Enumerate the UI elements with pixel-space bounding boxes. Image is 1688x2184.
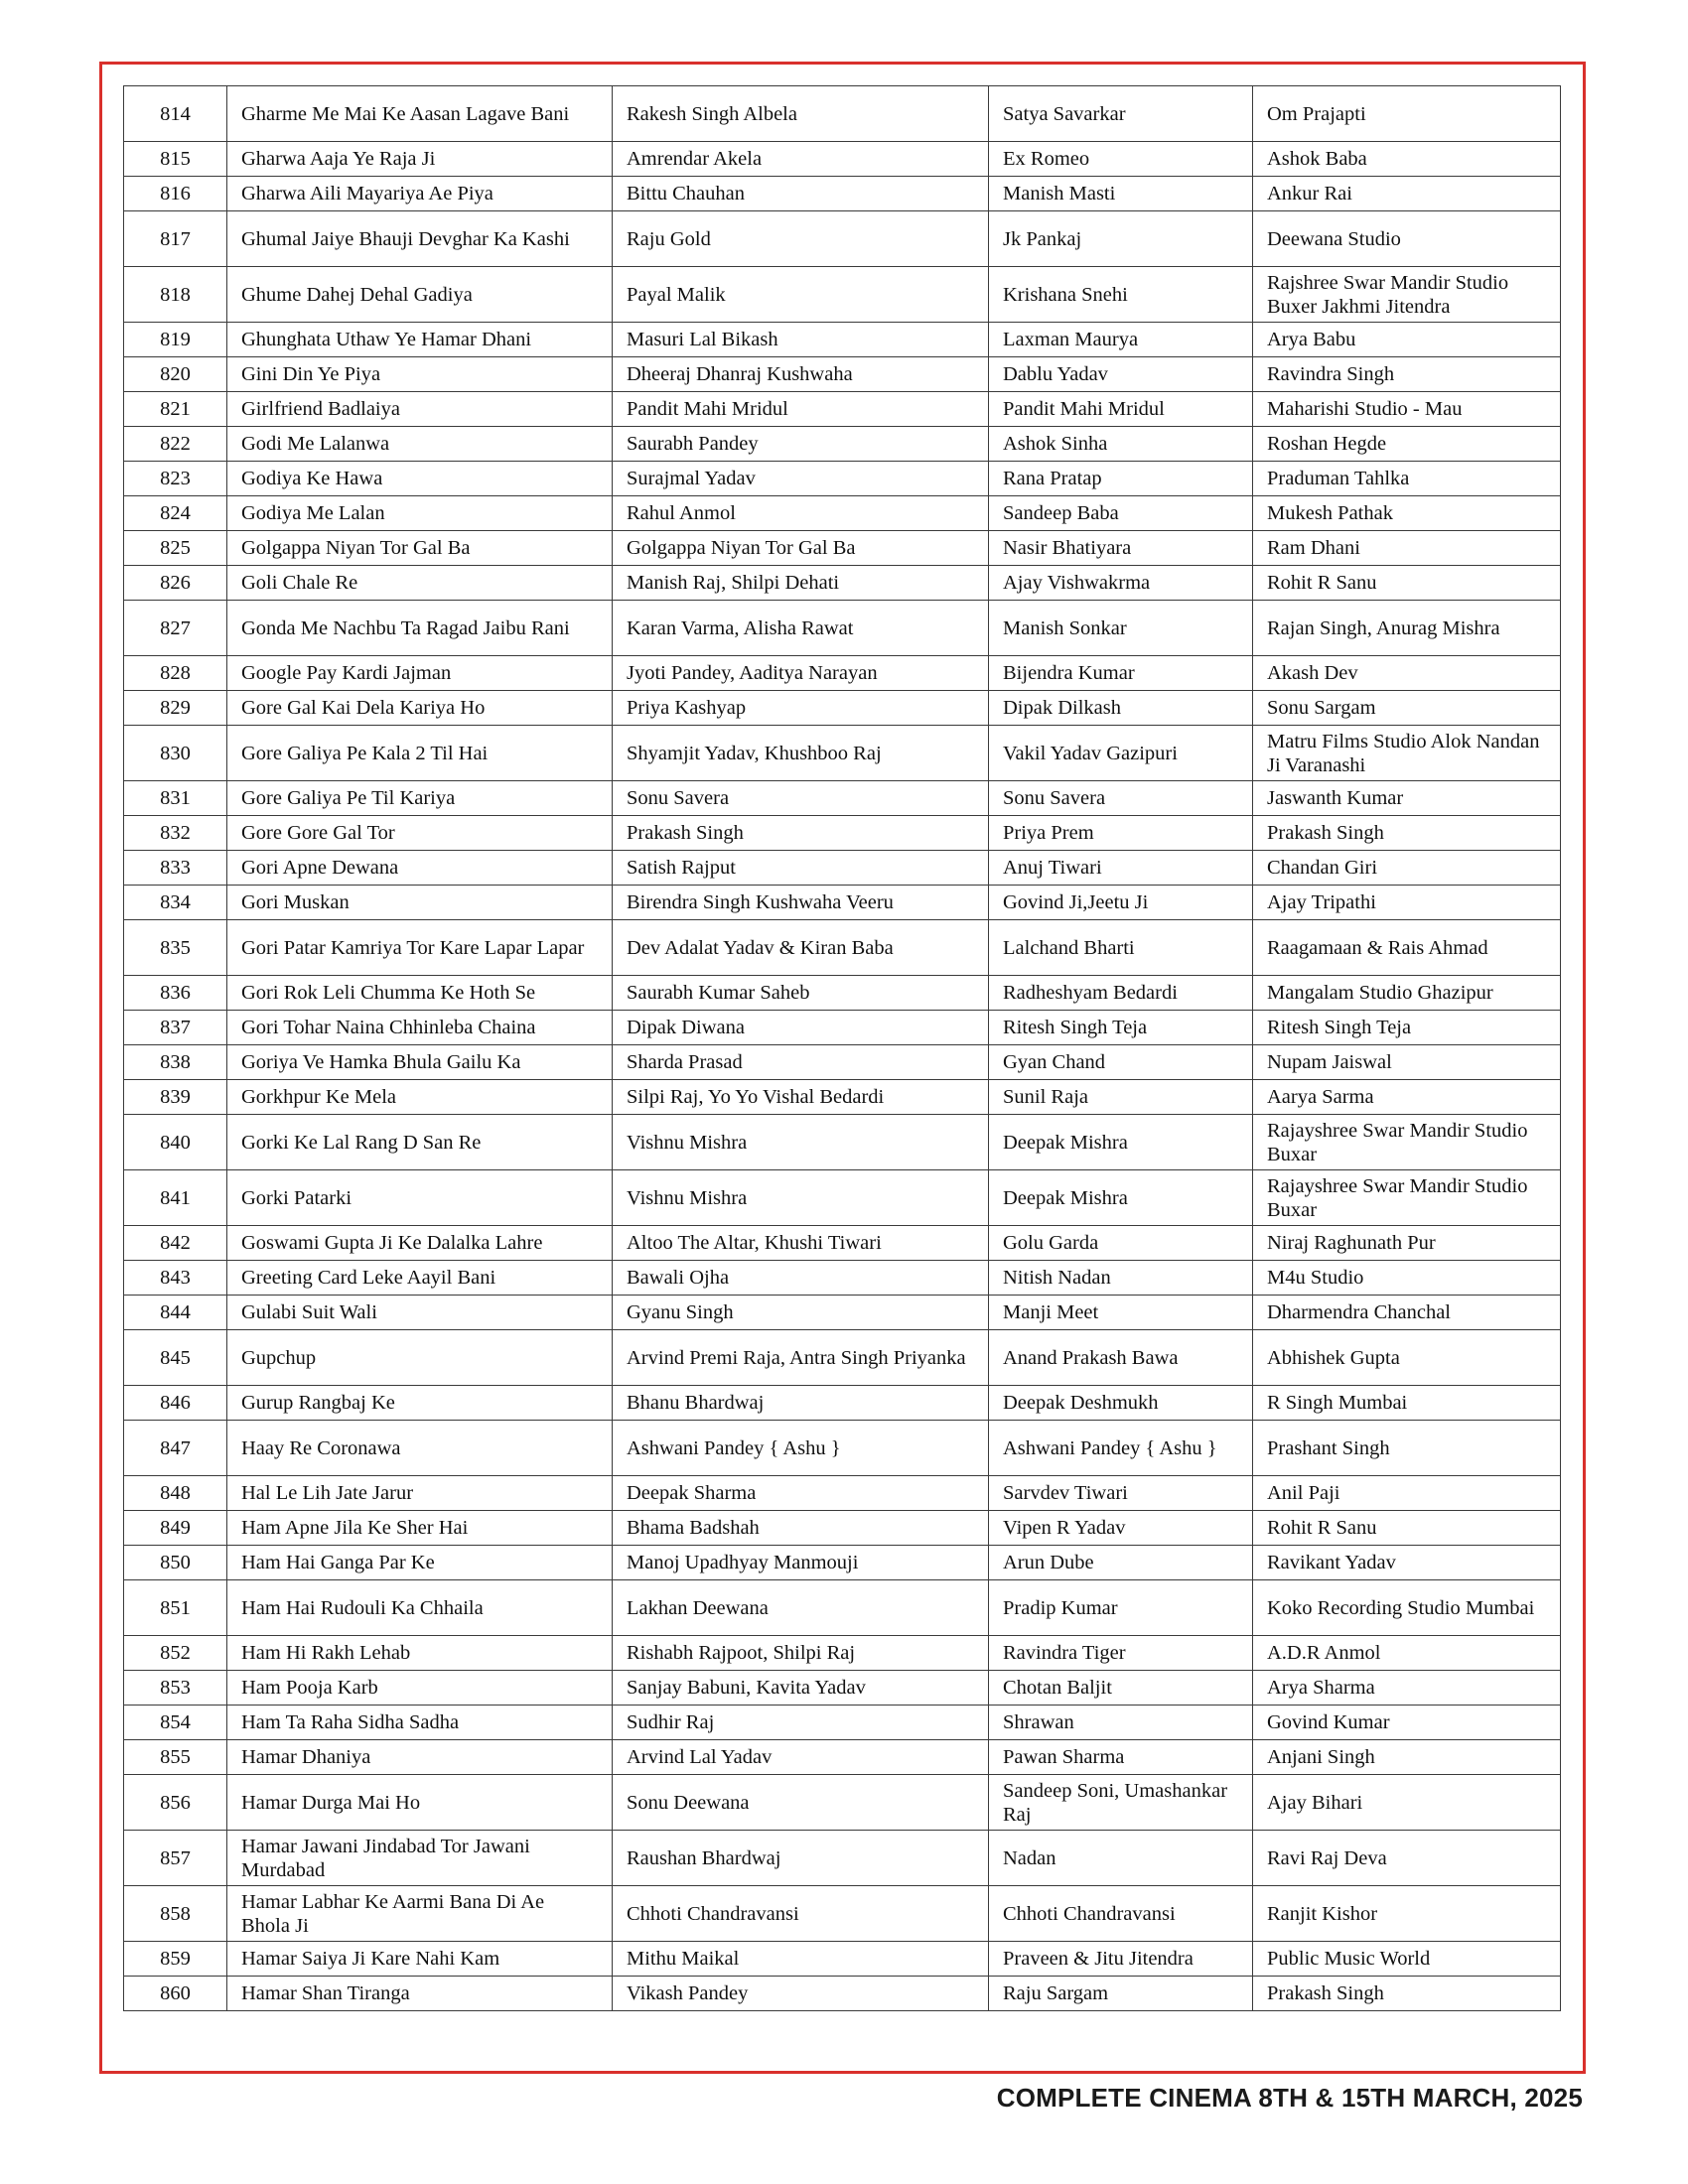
serial-number-cell: 814 bbox=[124, 86, 227, 142]
singer-cell: Shyamjit Yadav, Khushboo Raj bbox=[613, 726, 989, 781]
table-row bbox=[124, 267, 1561, 323]
table-row bbox=[124, 1942, 1561, 1977]
serial-number-cell: 849 bbox=[124, 1511, 227, 1546]
song-title-cell: Haay Re Coronawa bbox=[227, 1421, 613, 1476]
song-title-cell: Gorki Patarki bbox=[227, 1170, 613, 1226]
serial-number-cell: 822 bbox=[124, 427, 227, 462]
serial-number-cell: 838 bbox=[124, 1045, 227, 1080]
singer-cell: Jyoti Pandey, Aaditya Narayan bbox=[613, 656, 989, 691]
music-director-cell: Jaswanth Kumar bbox=[1253, 781, 1561, 816]
serial-number-cell: 854 bbox=[124, 1706, 227, 1740]
table-row bbox=[124, 1511, 1561, 1546]
singer-cell: Raju Gold bbox=[613, 211, 989, 267]
serial-number-cell: 827 bbox=[124, 601, 227, 656]
serial-number-cell: 825 bbox=[124, 531, 227, 566]
song-title-cell: Greeting Card Leke Aayil Bani bbox=[227, 1261, 613, 1296]
song-title-cell: Gurup Rangbaj Ke bbox=[227, 1386, 613, 1421]
music-director-cell: Chandan Giri bbox=[1253, 851, 1561, 886]
music-director-cell: Om Prajapti bbox=[1253, 86, 1561, 142]
table-row bbox=[124, 1421, 1561, 1476]
serial-number-cell: 844 bbox=[124, 1296, 227, 1330]
serial-number-cell: 821 bbox=[124, 392, 227, 427]
singer-cell: Golgappa Niyan Tor Gal Ba bbox=[613, 531, 989, 566]
song-title-cell: Gori Patar Kamriya Tor Kare Lapar Lapar bbox=[227, 920, 613, 976]
singer-cell: Arvind Lal Yadav bbox=[613, 1740, 989, 1775]
lyricist-cell: Nitish Nadan bbox=[989, 1261, 1253, 1296]
lyricist-cell: Ajay Vishwakrma bbox=[989, 566, 1253, 601]
music-director-cell: Niraj Raghunath Pur bbox=[1253, 1226, 1561, 1261]
singer-cell: Sharda Prasad bbox=[613, 1045, 989, 1080]
table-row bbox=[124, 86, 1561, 142]
table-row bbox=[124, 1740, 1561, 1775]
table-row bbox=[124, 1226, 1561, 1261]
table-row bbox=[124, 1330, 1561, 1386]
song-title-cell: Gorki Ke Lal Rang D San Re bbox=[227, 1115, 613, 1170]
song-title-cell: Godiya Me Lalan bbox=[227, 496, 613, 531]
serial-number-cell: 818 bbox=[124, 267, 227, 323]
music-director-cell: Praduman Tahlka bbox=[1253, 462, 1561, 496]
singer-cell: Vikash Pandey bbox=[613, 1977, 989, 2011]
table-row bbox=[124, 357, 1561, 392]
singer-cell: Masuri Lal Bikash bbox=[613, 323, 989, 357]
serial-number-cell: 832 bbox=[124, 816, 227, 851]
music-director-cell: Akash Dev bbox=[1253, 656, 1561, 691]
serial-number-cell: 837 bbox=[124, 1011, 227, 1045]
table-row bbox=[124, 531, 1561, 566]
table-row bbox=[124, 656, 1561, 691]
song-title-cell: Ham Apne Jila Ke Sher Hai bbox=[227, 1511, 613, 1546]
lyricist-cell: Deepak Mishra bbox=[989, 1115, 1253, 1170]
singer-cell: Dheeraj Dhanraj Kushwaha bbox=[613, 357, 989, 392]
singer-cell: Rakesh Singh Albela bbox=[613, 86, 989, 142]
table-row bbox=[124, 1706, 1561, 1740]
song-title-cell: Gori Muskan bbox=[227, 886, 613, 920]
table-row bbox=[124, 1580, 1561, 1636]
song-title-cell: Hamar Jawani Jindabad Tor Jawani Murdabad bbox=[227, 1831, 613, 1886]
serial-number-cell: 820 bbox=[124, 357, 227, 392]
music-director-cell: R Singh Mumbai bbox=[1253, 1386, 1561, 1421]
singer-cell: Silpi Raj, Yo Yo Vishal Bedardi bbox=[613, 1080, 989, 1115]
serial-number-cell: 860 bbox=[124, 1977, 227, 2011]
lyricist-cell: Praveen & Jitu Jitendra bbox=[989, 1942, 1253, 1977]
serial-number-cell: 819 bbox=[124, 323, 227, 357]
lyricist-cell: Arun Dube bbox=[989, 1546, 1253, 1580]
serial-number-cell: 856 bbox=[124, 1775, 227, 1831]
lyricist-cell: Golu Garda bbox=[989, 1226, 1253, 1261]
music-director-cell: Abhishek Gupta bbox=[1253, 1330, 1561, 1386]
singer-cell: Ashwani Pandey { Ashu } bbox=[613, 1421, 989, 1476]
table-row bbox=[124, 392, 1561, 427]
music-director-cell: Ram Dhani bbox=[1253, 531, 1561, 566]
song-title-cell: Godiya Ke Hawa bbox=[227, 462, 613, 496]
lyricist-cell: Nasir Bhatiyara bbox=[989, 531, 1253, 566]
table-row bbox=[124, 1296, 1561, 1330]
song-title-cell: Godi Me Lalanwa bbox=[227, 427, 613, 462]
song-title-cell: Gori Rok Leli Chumma Ke Hoth Se bbox=[227, 976, 613, 1011]
singer-cell: Deepak Sharma bbox=[613, 1476, 989, 1511]
lyricist-cell: Anuj Tiwari bbox=[989, 851, 1253, 886]
lyricist-cell: Nadan bbox=[989, 1831, 1253, 1886]
singer-cell: Lakhan Deewana bbox=[613, 1580, 989, 1636]
song-title-cell: Gore Gal Kai Dela Kariya Ho bbox=[227, 691, 613, 726]
music-director-cell: Arya Babu bbox=[1253, 323, 1561, 357]
song-title-cell: Gulabi Suit Wali bbox=[227, 1296, 613, 1330]
table-row bbox=[124, 1775, 1561, 1831]
singer-cell: Chhoti Chandravansi bbox=[613, 1886, 989, 1942]
music-director-cell: M4u Studio bbox=[1253, 1261, 1561, 1296]
music-director-cell: A.D.R Anmol bbox=[1253, 1636, 1561, 1671]
singer-cell: Altoo The Altar, Khushi Tiwari bbox=[613, 1226, 989, 1261]
singer-cell: Karan Varma, Alisha Rawat bbox=[613, 601, 989, 656]
song-title-cell: Gupchup bbox=[227, 1330, 613, 1386]
music-director-cell: Sonu Sargam bbox=[1253, 691, 1561, 726]
lyricist-cell: Ashok Sinha bbox=[989, 427, 1253, 462]
music-director-cell: Ravi Raj Deva bbox=[1253, 1831, 1561, 1886]
serial-number-cell: 834 bbox=[124, 886, 227, 920]
table-row bbox=[124, 851, 1561, 886]
serial-number-cell: 851 bbox=[124, 1580, 227, 1636]
lyricist-cell: Chotan Baljit bbox=[989, 1671, 1253, 1706]
song-title-cell: Hamar Shan Tiranga bbox=[227, 1977, 613, 2011]
song-title-cell: Gore Galiya Pe Til Kariya bbox=[227, 781, 613, 816]
table-row bbox=[124, 1831, 1561, 1886]
serial-number-cell: 833 bbox=[124, 851, 227, 886]
song-title-cell: Gore Gore Gal Tor bbox=[227, 816, 613, 851]
song-title-cell: Ghunghata Uthaw Ye Hamar Dhani bbox=[227, 323, 613, 357]
song-table bbox=[123, 85, 1561, 2011]
music-director-cell: Aarya Sarma bbox=[1253, 1080, 1561, 1115]
table-row bbox=[124, 816, 1561, 851]
music-director-cell: Ajay Bihari bbox=[1253, 1775, 1561, 1831]
singer-cell: Sanjay Babuni, Kavita Yadav bbox=[613, 1671, 989, 1706]
lyricist-cell: Chhoti Chandravansi bbox=[989, 1886, 1253, 1942]
music-director-cell: Koko Recording Studio Mumbai bbox=[1253, 1580, 1561, 1636]
table-row bbox=[124, 691, 1561, 726]
music-director-cell: Ajay Tripathi bbox=[1253, 886, 1561, 920]
table-row bbox=[124, 1671, 1561, 1706]
song-title-cell: Ham Pooja Karb bbox=[227, 1671, 613, 1706]
lyricist-cell: Sunil Raja bbox=[989, 1080, 1253, 1115]
song-title-cell: Hamar Durga Mai Ho bbox=[227, 1775, 613, 1831]
table-row bbox=[124, 601, 1561, 656]
lyricist-cell: Raju Sargam bbox=[989, 1977, 1253, 2011]
music-director-cell: Rajayshree Swar Mandir Studio Buxar bbox=[1253, 1115, 1561, 1170]
music-director-cell: Anjani Singh bbox=[1253, 1740, 1561, 1775]
song-title-cell: Girlfriend Badlaiya bbox=[227, 392, 613, 427]
lyricist-cell: Bijendra Kumar bbox=[989, 656, 1253, 691]
table-row bbox=[124, 211, 1561, 267]
lyricist-cell: Priya Prem bbox=[989, 816, 1253, 851]
table-row bbox=[124, 142, 1561, 177]
serial-number-cell: 823 bbox=[124, 462, 227, 496]
table-row bbox=[124, 781, 1561, 816]
song-title-cell: Goswami Gupta Ji Ke Dalalka Lahre bbox=[227, 1226, 613, 1261]
lyricist-cell: Laxman Maurya bbox=[989, 323, 1253, 357]
singer-cell: Vishnu Mishra bbox=[613, 1170, 989, 1226]
lyricist-cell: Pawan Sharma bbox=[989, 1740, 1253, 1775]
lyricist-cell: Satya Savarkar bbox=[989, 86, 1253, 142]
table-row bbox=[124, 1115, 1561, 1170]
table-row bbox=[124, 427, 1561, 462]
song-title-cell: Ham Hai Ganga Par Ke bbox=[227, 1546, 613, 1580]
song-title-cell: Gharme Me Mai Ke Aasan Lagave Bani bbox=[227, 86, 613, 142]
lyricist-cell: Pradip Kumar bbox=[989, 1580, 1253, 1636]
serial-number-cell: 855 bbox=[124, 1740, 227, 1775]
table-row bbox=[124, 1011, 1561, 1045]
lyricist-cell: Dipak Dilkash bbox=[989, 691, 1253, 726]
lyricist-cell: Govind Ji,Jeetu Ji bbox=[989, 886, 1253, 920]
lyricist-cell: Deepak Mishra bbox=[989, 1170, 1253, 1226]
lyricist-cell: Sarvdev Tiwari bbox=[989, 1476, 1253, 1511]
lyricist-cell: Dablu Yadav bbox=[989, 357, 1253, 392]
serial-number-cell: 835 bbox=[124, 920, 227, 976]
serial-number-cell: 816 bbox=[124, 177, 227, 211]
song-title-cell: Gini Din Ye Piya bbox=[227, 357, 613, 392]
singer-cell: Bittu Chauhan bbox=[613, 177, 989, 211]
serial-number-cell: 857 bbox=[124, 1831, 227, 1886]
singer-cell: Satish Rajput bbox=[613, 851, 989, 886]
song-title-cell: Hamar Saiya Ji Kare Nahi Kam bbox=[227, 1942, 613, 1977]
lyricist-cell: Anand Prakash Bawa bbox=[989, 1330, 1253, 1386]
song-title-cell: Ham Hai Rudouli Ka Chhaila bbox=[227, 1580, 613, 1636]
table-row bbox=[124, 566, 1561, 601]
singer-cell: Dipak Diwana bbox=[613, 1011, 989, 1045]
song-title-cell: Hal Le Lih Jate Jarur bbox=[227, 1476, 613, 1511]
serial-number-cell: 841 bbox=[124, 1170, 227, 1226]
table-row bbox=[124, 1170, 1561, 1226]
lyricist-cell: Vakil Yadav Gazipuri bbox=[989, 726, 1253, 781]
serial-number-cell: 845 bbox=[124, 1330, 227, 1386]
singer-cell: Bhanu Bhardwaj bbox=[613, 1386, 989, 1421]
music-director-cell: Dharmendra Chanchal bbox=[1253, 1296, 1561, 1330]
table-row bbox=[124, 1636, 1561, 1671]
serial-number-cell: 829 bbox=[124, 691, 227, 726]
table-row bbox=[124, 1386, 1561, 1421]
music-director-cell: Rajshree Swar Mandir Studio Buxer Jakhmi Jitendra bbox=[1253, 267, 1561, 323]
music-director-cell: Public Music World bbox=[1253, 1942, 1561, 1977]
music-director-cell: Mukesh Pathak bbox=[1253, 496, 1561, 531]
music-director-cell: Ravindra Singh bbox=[1253, 357, 1561, 392]
song-title-cell: Gore Galiya Pe Kala 2 Til Hai bbox=[227, 726, 613, 781]
singer-cell: Pandit Mahi Mridul bbox=[613, 392, 989, 427]
singer-cell: Surajmal Yadav bbox=[613, 462, 989, 496]
table-row bbox=[124, 976, 1561, 1011]
song-title-cell: Ghume Dahej Dehal Gadiya bbox=[227, 267, 613, 323]
singer-cell: Amrendar Akela bbox=[613, 142, 989, 177]
table-row bbox=[124, 177, 1561, 211]
lyricist-cell: Lalchand Bharti bbox=[989, 920, 1253, 976]
table-row bbox=[124, 886, 1561, 920]
singer-cell: Manoj Upadhyay Manmouji bbox=[613, 1546, 989, 1580]
song-title-cell: Ham Hi Rakh Lehab bbox=[227, 1636, 613, 1671]
song-title-cell: Ham Ta Raha Sidha Sadha bbox=[227, 1706, 613, 1740]
serial-number-cell: 850 bbox=[124, 1546, 227, 1580]
serial-number-cell: 846 bbox=[124, 1386, 227, 1421]
music-director-cell: Prakash Singh bbox=[1253, 1977, 1561, 2011]
song-table-body bbox=[124, 86, 1561, 2011]
serial-number-cell: 826 bbox=[124, 566, 227, 601]
singer-cell: Bawali Ojha bbox=[613, 1261, 989, 1296]
lyricist-cell: Ex Romeo bbox=[989, 142, 1253, 177]
song-title-cell: Gori Tohar Naina Chhinleba Chaina bbox=[227, 1011, 613, 1045]
music-director-cell: Ranjit Kishor bbox=[1253, 1886, 1561, 1942]
lyricist-cell: Ashwani Pandey { Ashu } bbox=[989, 1421, 1253, 1476]
singer-cell: Raushan Bhardwaj bbox=[613, 1831, 989, 1886]
song-title-cell: Golgappa Niyan Tor Gal Ba bbox=[227, 531, 613, 566]
singer-cell: Saurabh Kumar Saheb bbox=[613, 976, 989, 1011]
table-row bbox=[124, 1045, 1561, 1080]
lyricist-cell: Ritesh Singh Teja bbox=[989, 1011, 1253, 1045]
lyricist-cell: Rana Pratap bbox=[989, 462, 1253, 496]
table-row bbox=[124, 496, 1561, 531]
lyricist-cell: Deepak Deshmukh bbox=[989, 1386, 1253, 1421]
song-title-cell: Gharwa Aili Mayariya Ae Piya bbox=[227, 177, 613, 211]
serial-number-cell: 824 bbox=[124, 496, 227, 531]
singer-cell: Payal Malik bbox=[613, 267, 989, 323]
music-director-cell: Matru Films Studio Alok Nandan Ji Varanashi bbox=[1253, 726, 1561, 781]
table-row bbox=[124, 323, 1561, 357]
singer-cell: Dev Adalat Yadav & Kiran Baba bbox=[613, 920, 989, 976]
lyricist-cell: Sandeep Baba bbox=[989, 496, 1253, 531]
singer-cell: Arvind Premi Raja, Antra Singh Priyanka bbox=[613, 1330, 989, 1386]
song-title-cell: Gharwa Aaja Ye Raja Ji bbox=[227, 142, 613, 177]
serial-number-cell: 842 bbox=[124, 1226, 227, 1261]
lyricist-cell: Gyan Chand bbox=[989, 1045, 1253, 1080]
table-row bbox=[124, 1080, 1561, 1115]
singer-cell: Prakash Singh bbox=[613, 816, 989, 851]
music-director-cell: Anil Paji bbox=[1253, 1476, 1561, 1511]
serial-number-cell: 840 bbox=[124, 1115, 227, 1170]
table-row bbox=[124, 726, 1561, 781]
singer-cell: Bhama Badshah bbox=[613, 1511, 989, 1546]
song-title-cell: Hamar Dhaniya bbox=[227, 1740, 613, 1775]
serial-number-cell: 843 bbox=[124, 1261, 227, 1296]
music-director-cell: Roshan Hegde bbox=[1253, 427, 1561, 462]
singer-cell: Rishabh Rajpoot, Shilpi Raj bbox=[613, 1636, 989, 1671]
serial-number-cell: 858 bbox=[124, 1886, 227, 1942]
serial-number-cell: 836 bbox=[124, 976, 227, 1011]
serial-number-cell: 847 bbox=[124, 1421, 227, 1476]
lyricist-cell: Manish Sonkar bbox=[989, 601, 1253, 656]
music-director-cell: Rohit R Sanu bbox=[1253, 1511, 1561, 1546]
music-director-cell: Ankur Rai bbox=[1253, 177, 1561, 211]
table-row bbox=[124, 1261, 1561, 1296]
serial-number-cell: 859 bbox=[124, 1942, 227, 1977]
singer-cell: Sudhir Raj bbox=[613, 1706, 989, 1740]
singer-cell: Birendra Singh Kushwaha Veeru bbox=[613, 886, 989, 920]
music-director-cell: Ritesh Singh Teja bbox=[1253, 1011, 1561, 1045]
lyricist-cell: Jk Pankaj bbox=[989, 211, 1253, 267]
singer-cell: Saurabh Pandey bbox=[613, 427, 989, 462]
table-row bbox=[124, 1476, 1561, 1511]
song-title-cell: Goriya Ve Hamka Bhula Gailu Ka bbox=[227, 1045, 613, 1080]
serial-number-cell: 852 bbox=[124, 1636, 227, 1671]
singer-cell: Sonu Deewana bbox=[613, 1775, 989, 1831]
singer-cell: Priya Kashyap bbox=[613, 691, 989, 726]
singer-cell: Gyanu Singh bbox=[613, 1296, 989, 1330]
table-row bbox=[124, 1977, 1561, 2011]
music-director-cell: Arya Sharma bbox=[1253, 1671, 1561, 1706]
song-title-cell: Hamar Labhar Ke Aarmi Bana Di Ae Bhola Ji bbox=[227, 1886, 613, 1942]
table-row bbox=[124, 920, 1561, 976]
singer-cell: Vishnu Mishra bbox=[613, 1115, 989, 1170]
music-director-cell: Deewana Studio bbox=[1253, 211, 1561, 267]
serial-number-cell: 830 bbox=[124, 726, 227, 781]
serial-number-cell: 817 bbox=[124, 211, 227, 267]
lyricist-cell: Krishana Snehi bbox=[989, 267, 1253, 323]
lyricist-cell: Sonu Savera bbox=[989, 781, 1253, 816]
lyricist-cell: Shrawan bbox=[989, 1706, 1253, 1740]
table-row bbox=[124, 1886, 1561, 1942]
music-director-cell: Prakash Singh bbox=[1253, 816, 1561, 851]
lyricist-cell: Sandeep Soni, Umashankar Raj bbox=[989, 1775, 1253, 1831]
serial-number-cell: 815 bbox=[124, 142, 227, 177]
music-director-cell: Mangalam Studio Ghazipur bbox=[1253, 976, 1561, 1011]
singer-cell: Manish Raj, Shilpi Dehati bbox=[613, 566, 989, 601]
music-director-cell: Rajayshree Swar Mandir Studio Buxar bbox=[1253, 1170, 1561, 1226]
music-director-cell: Raagamaan & Rais Ahmad bbox=[1253, 920, 1561, 976]
serial-number-cell: 839 bbox=[124, 1080, 227, 1115]
lyricist-cell: Manji Meet bbox=[989, 1296, 1253, 1330]
song-title-cell: Google Pay Kardi Jajman bbox=[227, 656, 613, 691]
song-title-cell: Gorkhpur Ke Mela bbox=[227, 1080, 613, 1115]
table-row bbox=[124, 1546, 1561, 1580]
music-director-cell: Nupam Jaiswal bbox=[1253, 1045, 1561, 1080]
serial-number-cell: 831 bbox=[124, 781, 227, 816]
music-director-cell: Rohit R Sanu bbox=[1253, 566, 1561, 601]
music-director-cell: Prashant Singh bbox=[1253, 1421, 1561, 1476]
serial-number-cell: 828 bbox=[124, 656, 227, 691]
lyricist-cell: Manish Masti bbox=[989, 177, 1253, 211]
lyricist-cell: Radheshyam Bedardi bbox=[989, 976, 1253, 1011]
lyricist-cell: Ravindra Tiger bbox=[989, 1636, 1253, 1671]
music-director-cell: Ravikant Yadav bbox=[1253, 1546, 1561, 1580]
music-director-cell: Ashok Baba bbox=[1253, 142, 1561, 177]
table-row bbox=[124, 462, 1561, 496]
song-title-cell: Gori Apne Dewana bbox=[227, 851, 613, 886]
music-director-cell: Govind Kumar bbox=[1253, 1706, 1561, 1740]
music-director-cell: Maharishi Studio - Mau bbox=[1253, 392, 1561, 427]
serial-number-cell: 848 bbox=[124, 1476, 227, 1511]
singer-cell: Rahul Anmol bbox=[613, 496, 989, 531]
song-title-cell: Goli Chale Re bbox=[227, 566, 613, 601]
song-title-cell: Ghumal Jaiye Bhauji Devghar Ka Kashi bbox=[227, 211, 613, 267]
song-title-cell: Gonda Me Nachbu Ta Ragad Jaibu Rani bbox=[227, 601, 613, 656]
lyricist-cell: Pandit Mahi Mridul bbox=[989, 392, 1253, 427]
music-director-cell: Rajan Singh, Anurag Mishra bbox=[1253, 601, 1561, 656]
serial-number-cell: 853 bbox=[124, 1671, 227, 1706]
publication-footer: COMPLETE CINEMA 8TH & 15TH MARCH, 2025 bbox=[996, 2083, 1583, 2113]
singer-cell: Mithu Maikal bbox=[613, 1942, 989, 1977]
lyricist-cell: Vipen R Yadav bbox=[989, 1511, 1253, 1546]
singer-cell: Sonu Savera bbox=[613, 781, 989, 816]
